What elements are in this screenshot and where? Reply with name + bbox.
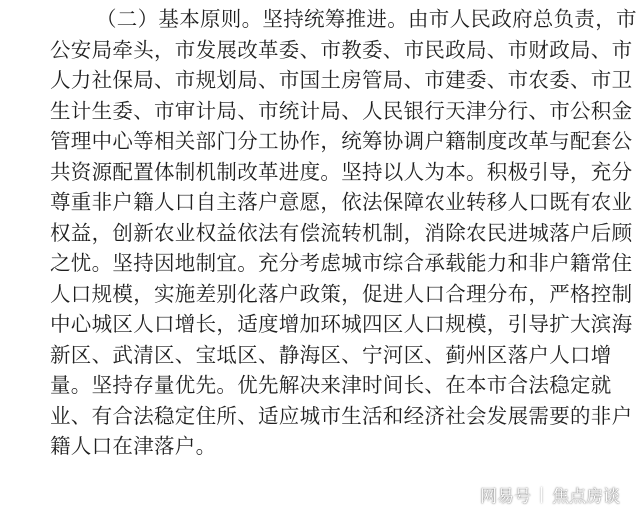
paragraph-line: 公安局牵头，市发展改革委、市教委、市民政局、市财政局、市 <box>50 37 633 62</box>
paragraph-line: 生计生委、市审计局、市统计局、人民银行天津分行、市公积金 <box>50 98 633 123</box>
paragraph-line: 中心城区人口增长，适度增加环城四区人口规模，引导扩大滨海 <box>50 312 633 336</box>
watermark-divider <box>541 487 542 503</box>
watermark-account: 焦点房谈 <box>552 487 620 507</box>
paragraph-line: 人力社保局、市规划局、市国土房管局、市建委、市农委、市卫 <box>50 68 633 92</box>
paragraph-line: 量。坚持存量优先。优先解决来津时间长、在本市合法稳定就 <box>50 373 612 397</box>
paragraph-line: 共资源配置体制机制改革进度。坚持以人为本。积极引导，充分 <box>50 159 633 184</box>
paragraph-line: 人口规模，实施差别化落户政策，促进人口合理分布，严格控制 <box>50 281 633 306</box>
paragraph-line: 籍人口在津落户。 <box>50 434 217 458</box>
paragraph-line: （二）基本原则。坚持统筹推进。由市人民政府总负责，市 <box>96 7 637 31</box>
paragraph-line: 管理中心等相关部门分工协作，统筹协调户籍制度改革与配套公 <box>50 129 633 153</box>
paragraph-line: 权益，创新农业权益依法有偿流转机制，消除农民进城落户后顾 <box>50 220 633 245</box>
watermark-platform: 网易号 <box>480 487 531 507</box>
source-watermark <box>480 482 620 507</box>
document-body <box>50 4 637 462</box>
paragraph-line: 尊重非户籍人口自主落户意愿，依法保障农业转移人口既有农业 <box>50 190 633 214</box>
paragraph-line: 业、有合法稳定住所、适应城市生活和经济社会发展需要的非户 <box>50 403 633 428</box>
paragraph-line: 之忧。坚持因地制宜。充分考虑城市综合承载能力和非户籍常住 <box>50 251 633 275</box>
paragraph-line: 新区、武清区、宝坻区、静海区、宁河区、蓟州区落户人口增 <box>50 342 612 367</box>
